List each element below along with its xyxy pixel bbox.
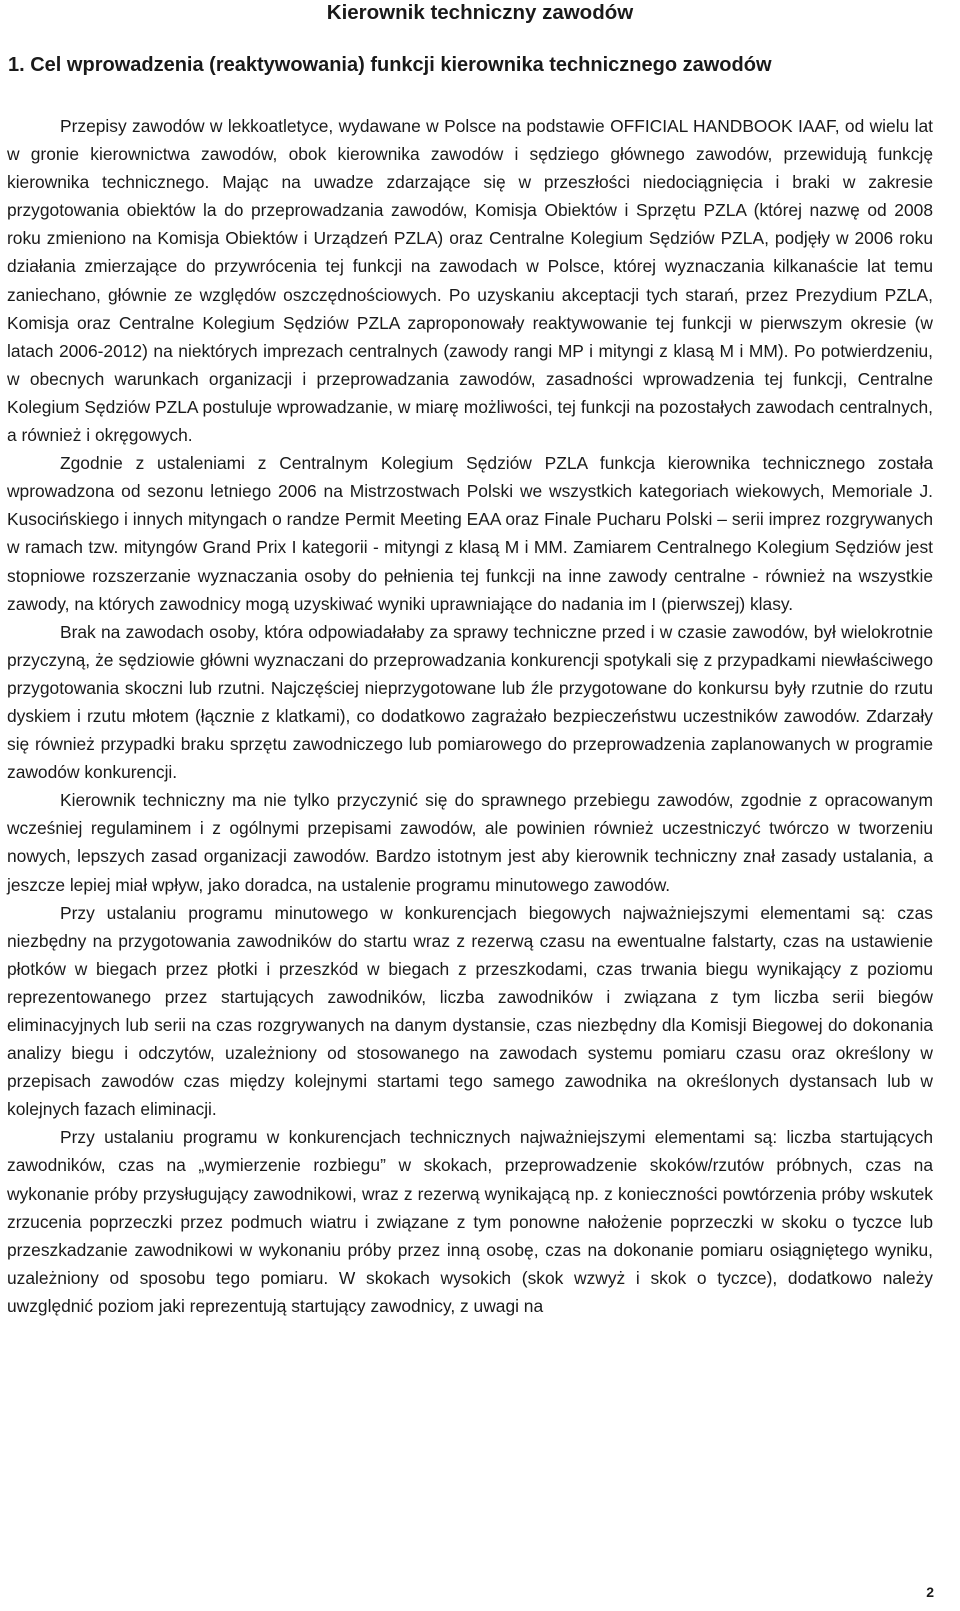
paragraph-5: Przy ustalaniu programu minutowego w konkurencjach biegowych najważniejszymi elementami są: czas niezbędny na przygotowania zawodników do startu wraz z rezerwą czasu na ewentualne falstarty, czas na ustawienie płotków w biegach przez płotki i przeszkód w biegach z przeszkodami, czas trwania biegu wynikający z poziomu reprezentowanego przez startujących zawodników, liczba zawodników i związana z tym liczba serii biegów eliminacyjnych lub serii na czas rozgrywanych na danym dystansie, czas niezbędny dla Komisji Biegowej do dokonania analizy biegu i odczytów, uzależniony od stosowanego na zawodach systemu pomiaru czasu oraz określony w przepisach zawodów czas między kolejnymi startami tego samego zawodnika na określonych dystansach lub w kolejnych fazach eliminacji. [7,902,933,1120]
paragraph-4: Kierownik techniczny ma nie tylko przyczynić się do sprawnego przebiegu zawodów, zgodnie z opracowanym wcześniej regulaminem i z ogólnymi przepisami zawodów, ale powinien również uczestniczyć twórczo w tworzeniu nowych, lepszych zasad organizacji zawodów. Bardzo istotnym jest aby kierownik techniczny znał zasady ustalania, a jeszcze lepiej miał wpływ, jako doradca, na ustalenie programu minutowego zawodów. [7,790,933,895]
paragraph-1: Przepisy zawodów w lekkoatletyce, wydawane w Polsce na podstawie OFFICIAL HANDBOOK IAAF, od wielu lat w gronie kierownictwa zawodów, obok kierownika zawodów i sędziego głównego zawodów, przewidują funkcję kierownika technicznego. Mając na uwadze zdarzające się w przeszłości niedociągnięcia i braki w zakresie przygotowania obiektów la do przeprowadzania zawodów, Komisja Obiektów i Sprzętu PZLA (której nazwę od 2008 roku zmieniono na Komisja Obiektów i Urządzeń PZLA) oraz Centralne Kolegium Sędziów PZLA, podjęły w 2006 roku działania zmierzające do przywrócenia tej funkcji na zawodach w Polsce, której wyznaczania kilkanaście lat temu zaniechano, głównie ze względów oszczędnościowych. Po uzyskaniu akceptacji tych starań, przez Prezydium PZLA, Komisja oraz Centralne Kolegium Sędziów PZLA zaproponowały reaktywowanie tej funkcji w pierwszym okresie (w latach 2006-2012) na niektórych imprezach centralnych (zawody rangi MP i mityngi z klasą M i MM). Po potwierdzeniu, w obecnych warunkach organizacji i przeprowadzania zawodów, zasadności wprowadzenia tej funkcji, Centralne Kolegium Sędziów PZLA postuluje wprowadzanie, w miarę możliwości, tej funkcji na pozostałych zawodach centralnych, a również i okręgowych. [7,116,933,446]
paragraph-6: Przy ustalaniu programu w konkurencjach technicznych najważniejszymi elementami są: liczba startujących zawodników, czas na „wymierzenie rozbiegu” w skokach, przeprowadzenie skoków/rzutów próbnych, czas na wykonanie próby przysługujący zawodnikowi, wraz z rezerwą wynikającą np. z konieczności powtórzenia próby wskutek zrzucenia poprzeczki przez podmuch wiatru i związane z tym ponowne nałożenie poprzeczki w skoku o tyczce lub przeszkadzanie zawodnikowi w wykonaniu próby przez inną osobę, czas na dokonanie pomiaru osiągniętego wyniku, uzależniony od sposobu tego pomiaru. W skokach wysokich (skok wzwyż i skok o tyczce), dodatkowo należy uwzględnić poziom jaki reprezentują startujący zawodnicy, z uwagi na [7,1127,933,1316]
section-heading: 1. Cel wprowadzenia (reaktywowania) funkcji kierownika technicznego zawodów [8,54,772,76]
paragraph-2: Zgodnie z ustaleniami z Centralnym Kolegium Sędziów PZLA funkcja kierownika technicznego została wprowadzona od sezonu letniego 2006 na Mistrzostwach Polski we wszystkich kategoriach wiekowych, Memoriale J. Kusocińskiego i innych mityngach o randze Permit Meeting EAA oraz Finale Pucharu Polski – serii imprez rozgrywanych w ramach tzw. mityngów Grand Prix I kategorii - mityngi z klasą M i MM. Zamiarem Centralnego Kolegium Sędziów jest stopniowe rozszerzanie wyznaczania osoby do pełnienia tej funkcji na inne zawody centralne - również na wszystkie zawody, na których zawodnicy mogą uzyskiwać wyniki uprawniające do nadania im I (pierwszej) klasy. [7,453,933,614]
page-title: Kierownik techniczny zawodów [326,1,634,24]
document-body [7,112,933,1320]
paragraph-3: Brak na zawodach osoby, która odpowiadałaby za sprawy techniczne przed i w czasie zawodów, był wielokrotnie przyczyną, że sędziowie główni wyznaczani do przeprowadzania konkurencji spotykali się z przypadkami niewłaściwego przygotowania skoczni lub rzutni. Najczęściej nieprzygotowane lub źle przygotowane do konkursu były rzutnie do rzutu dyskiem i rzutu młotem (łącznie z klatkami), co dodatkowo zagrażało bezpieczeństwu uczestników zawodów. Zdarzały się również przypadki braku sprzętu zawodniczego lub pomiarowego do przeprowadzenia zaplanowanych w programie zawodów konkurencji. [7,621,933,783]
page-number: 2 [926,1584,934,1600]
